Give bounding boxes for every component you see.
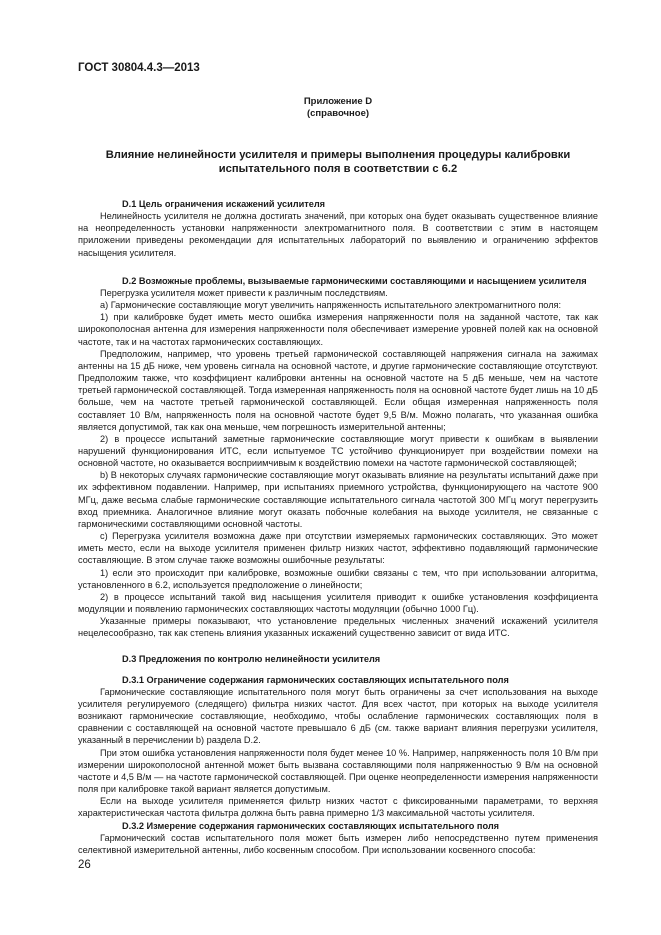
document-header: ГОСТ 30804.4.3—2013 — [78, 62, 200, 74]
paragraph: c) Перегрузка усилителя возможна даже при отсутствии измеряемых гармонических составляющих. Это может иметь место, если на выходе усилителя применен фильтр низких частот, эффективно подавляющий гармонические составляющие. В этом случае также возможны ошибочные результаты: — [78, 531, 598, 566]
section-d32-heading: D.3.2 Измерение содержания гармонических составляющих испытательного поля — [122, 820, 500, 831]
paragraph: Предположим, например, что уровень третьей гармонической составляющей напряжения сигнала на зажимах антенны на 15 дБ ниже, чем уровень сигнала на основной частоте, и другие гармонические составляющие отсутствуют. Предположим также, что коэффициент калибровки антенны на основной частоте на 5 дБ меньше, чем на частоте третьей гармонической составляющей. Тогда измеренная напряженность поля на основной частоте будет лишь на 10 дБ больше, чем на частоте третьей гармонической составляющей. Если общая измеренная напряженность поля составляет 10 В/м, напряженность поля на основной частоте будет 9,5 В/м. Можно полагать, что указанная ошибка является допустимой, так как она меньше, чем погрешность измерительной антенны; — [78, 348, 598, 432]
paragraph: 2) в процессе испытаний заметные гармонические составляющие могут привести к ошибкам в выявлении нарушений функционирования ИТС, если испытуемое ТС устойчиво функционирует при воздействии помехи на основной частоте, но оказывается восприимчивым к воздействию помехи на частоте гармонической составляющей; — [78, 433, 598, 469]
paragraph: 1) при калибровке будет иметь место ошибка измерения напряженности поля на заданной частоте, так как широкополосная антенна для измерения напряженности поля обеспечивает измерение уровней полей как на основной частоте, так и на частотах гармонических составляющих. — [78, 312, 598, 347]
section-d2-heading: D.2 Возможные проблемы, вызываемые гармоническими составляющими и насыщением усилителя — [122, 275, 587, 286]
appendix-title: Приложение D — [303, 96, 373, 107]
section-d31-heading: D.3.1 Ограничение содержания гармонических составляющих испытательного поля — [122, 674, 509, 685]
paragraph: 2) в процессе испытаний такой вид насыщения усилителя приводит к ошибке установления коэффициента модуляции и появлению гармонических составляющих частоты модуляции (обычно 1000 Гц). — [78, 591, 598, 614]
paragraph: Гармонический состав испытательного поля может быть измерен либо непосредственно путем применения селективной измерительной антенны, либо косвенным способом. При использовании косвенного способа: — [78, 832, 598, 855]
paragraph: Указанные примеры показывают, что установление предельных численных значений искажений усилителя нецелесообразно, так как степень влияния указанных искажений существенно зависит от вида ИТС. — [78, 616, 598, 639]
paragraph: Перегрузка усилителя может привести к различным последствиям. — [100, 287, 388, 298]
paragraph: b) В некоторых случаях гармонические составляющие могут оказывать влияние на результаты испытаний даже при их эффективном подавлении. Например, при испытаниях приемного устройства, функционирующего на частоте 900 МГц, даже весьма слабые гармонические составляющие испытательного сигнала частотой 300 МГц могут перегрузить вход приемника. Аналогичное влияние могут оказать побочные колебания на выходе усилителя, не связанные с гармоническими составляющими основной частоты. — [78, 470, 598, 529]
paragraph: Нелинейность усилителя не должна достигать значений, при которых она будет оказывать существенное влияние на неопределенность установки напряженности электромагнитного поля. В соответствии с этим в настоящем приложении приведены рекомендации для испытательных лабораторий по выявлению и ограничению эффектов насыщения усилителя. — [78, 211, 598, 258]
paragraph: 1) если это происходит при калибровке, возможные ошибки связаны с тем, что при использовании алгоритма, установленного в 6.2, используется предположение о линейности; — [78, 567, 598, 590]
paragraph: а) Гармонические составляющие могут увеличить напряженность испытательного электромагнитного поля: — [100, 300, 562, 311]
document-body — [78, 96, 598, 856]
section-d1-heading: D.1 Цель ограничения искажений усилителя — [122, 199, 326, 209]
paragraph: При этом ошибка установления напряженности поля будет менее 10 %. Например, напряженность поля 10 В/м при измерении широкополосной антенной может быть вызвана составляющими поля напряженностью 9 В/м на основной частоте и 4,5 В/м — на частоте гармонической составляющей. При оценке неопределенности измерения напряженности поля при калибровке такой вариант является допустимым. — [78, 747, 598, 795]
appendix-main-title: Влияние нелинейности усилителя и примеры выполнения процедуры калибровки испытательного поля в соответствии с 6.2 — [105, 149, 571, 175]
paragraph: Гармонические составляющие испытательного поля могут быть ограничены за счет использования на выходе усилителя регулируемого (следящего) фильтра низких частот. Для всех частот, при которых на выходе усилителя возникают гармонические составляющие, необходимо, чтобы ослабление гармонических составляющих поля в сравнении с составляющей на основной частоте превышало 6 дБ (см. также вариант влияния перегрузки усилителя, указанный в перечислении b) раздела D.2. — [78, 686, 598, 746]
paragraph: Если на выходе усилителя применяется фильтр низких частот с фиксированными параметрами, то верхняя характеристическая частота фильтра должна быть равна примерно 1/3 максимальной частоты усилителя. — [78, 796, 598, 819]
appendix-subtitle: (справочное) — [306, 108, 370, 119]
section-d3-heading: D.3 Предложения по контролю нелинейности усилителя — [122, 654, 381, 665]
page-number: 26 — [78, 859, 91, 871]
